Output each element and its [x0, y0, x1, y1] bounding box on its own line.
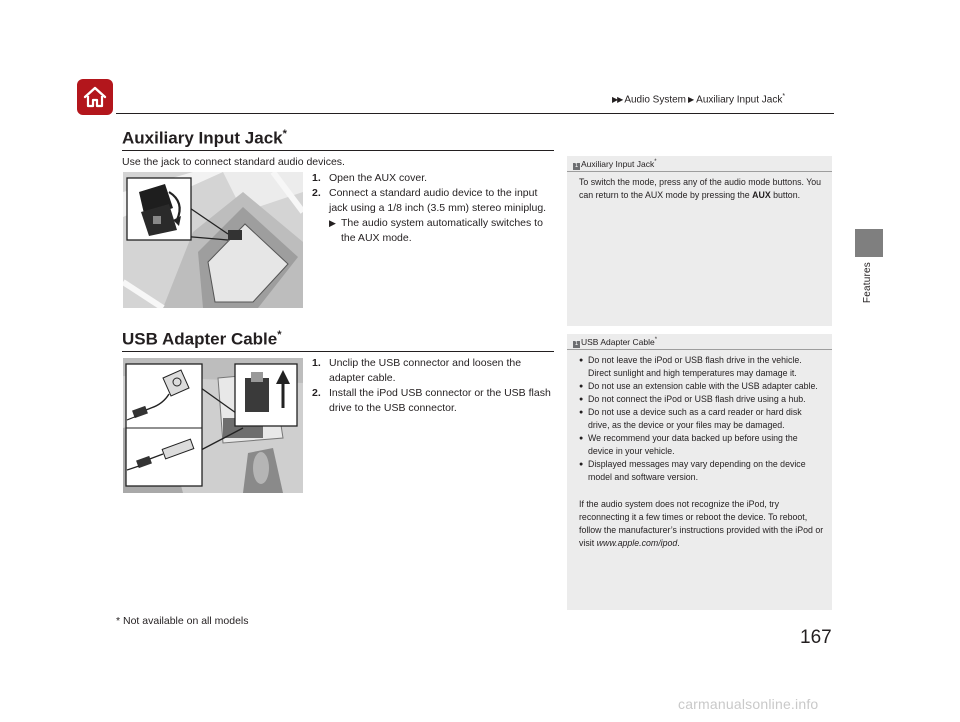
breadcrumb-star: * [782, 93, 786, 100]
step-number: 1. [312, 357, 321, 369]
chapter-label: Features [862, 262, 873, 304]
result-text: The audio system automatically switches to the AUX mode. [341, 217, 543, 244]
usb-note-title [573, 337, 657, 348]
usb-step [312, 356, 557, 386]
result-arrow-icon: ▶ [329, 218, 336, 228]
aux-note-title-text: Auxiliary Input Jack [581, 159, 655, 169]
step-text: Install the iPod USB connector or the USB flash drive to the USB connector. [329, 387, 551, 414]
note-rule [567, 171, 832, 172]
list-item: ● Do not leave the iPod or USB flash drive in the vehicle. Direct sunlight and high temperatures may damage it. [579, 354, 825, 380]
aux-title-star: * [282, 128, 287, 140]
list-item: ● Displayed messages may vary depending on the device model and software version. [579, 458, 825, 484]
aux-note-star: * [654, 159, 657, 166]
aux-note [567, 156, 832, 326]
step-number: 1. [312, 172, 321, 184]
note-marker-icon: 1 [574, 163, 579, 169]
usb-note-title-text: USB Adapter Cable [581, 337, 655, 347]
usb-step [312, 386, 557, 416]
home-button[interactable] [77, 79, 113, 115]
usb-note-body [579, 354, 825, 550]
step-text: Unclip the USB connector and loosen the adapter cable. [329, 357, 522, 384]
list-item: ● Do not use a device such as a card reader or hard disk drive, as the device or your files may be damaged. [579, 406, 825, 432]
step-text: Open the AUX cover. [329, 172, 428, 184]
aux-step [312, 186, 557, 216]
watermark: carmanualsonline.info [678, 696, 819, 712]
usb-title-star: * [277, 329, 282, 341]
aux-button-name: AUX [752, 190, 771, 200]
chapter-tab[interactable] [855, 229, 883, 257]
usb-section-title [122, 329, 282, 350]
home-icon [82, 84, 108, 110]
note-rule [567, 349, 832, 350]
usb-note-para-end: . [677, 538, 680, 548]
usb-steps [312, 356, 557, 416]
aux-jack-illustration [123, 172, 303, 308]
breadcrumb-separator: ▶ [688, 95, 695, 105]
usb-note-star: * [654, 337, 658, 344]
usb-caution-list [579, 354, 825, 484]
step-number: 2. [312, 387, 321, 399]
list-item: ● Do not connect the iPod or USB flash drive using a hub. [579, 393, 825, 406]
usb-cable-illustration [123, 358, 303, 493]
breadcrumb-arrows: ▶▶ [612, 95, 623, 105]
note-marker-icon: 1 [574, 341, 579, 347]
page-number: 167 [800, 627, 832, 648]
usb-note-paragraph [579, 498, 825, 550]
usb-title-rule [122, 351, 554, 352]
aux-result [312, 216, 557, 246]
step-number: 2. [312, 187, 321, 199]
usb-note [567, 334, 832, 610]
aux-note-title [573, 159, 657, 170]
list-item: ● Do not use an extension cable with the USB adapter cable. [579, 380, 825, 393]
aux-note-text: To switch the mode, press any of the audio mode buttons. You can return to the AUX mode by pressing the [579, 177, 822, 200]
usb-title-text: USB Adapter Cable [122, 329, 278, 349]
aux-steps [312, 171, 557, 246]
step-text: Connect a standard audio device to the input jack using a 1/8 inch (3.5 mm) stereo miniplug. [329, 187, 547, 214]
breadcrumb-page: Auxiliary Input Jack [696, 94, 783, 106]
breadcrumb-section[interactable]: Audio System [624, 94, 687, 106]
aux-intro: Use the jack to connect standard audio devices. [122, 156, 345, 168]
header-rule [116, 113, 834, 114]
aux-section-title [122, 128, 287, 149]
apple-link[interactable]: www.apple.com/ipod [596, 538, 678, 548]
aux-step [312, 171, 557, 186]
footnote: * Not available on all models [116, 615, 249, 627]
aux-note-body [579, 176, 825, 202]
aux-title-text: Auxiliary Input Jack [122, 128, 283, 148]
aux-title-rule [122, 150, 554, 151]
breadcrumb [612, 93, 785, 105]
list-item: ● We recommend your data backed up before using the device in your vehicle. [579, 432, 825, 458]
aux-note-text-end: button. [770, 190, 801, 200]
usb-note-para-text: If the audio system does not recognize the iPod, try reconnecting it a few times or reboot the device. To reboot, follow the manufacturer’s instructions provided with the iPod or visit [579, 499, 824, 548]
